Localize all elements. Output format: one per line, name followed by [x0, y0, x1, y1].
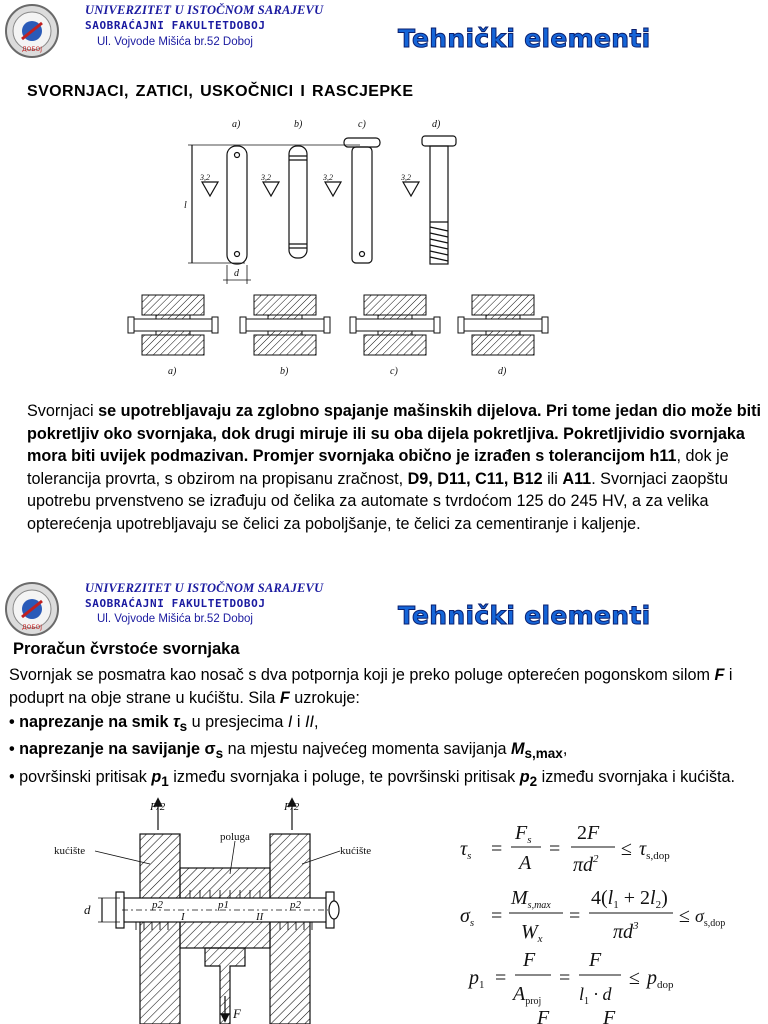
svg-text:a): a): [168, 366, 177, 377]
svg-text:σs: $\sigma_s$: [460, 905, 475, 929]
svg-text:d: d: [84, 902, 91, 917]
university-name: UNIVERZITET U ISTOČNOM SARAJEVU: [85, 3, 324, 17]
svg-text:≤: ≤: [621, 838, 632, 860]
svg-text:d: d: [234, 268, 239, 279]
svg-text:F: F: [523, 949, 536, 971]
svg-text:F: F: [589, 949, 602, 971]
svg-text:3,2: 3,2: [323, 173, 333, 182]
address: Ul. Vojvode Mišića br.52 Doboj: [97, 36, 253, 48]
svg-text:F: F: [233, 1006, 241, 1021]
svg-text:=: =: [559, 967, 571, 989]
address-2: Ul. Vojvode Mišića br.52 Doboj: [97, 613, 253, 625]
svg-text:kućište: kućište: [340, 845, 372, 857]
svg-text:Aproj: $A_{proj}$: [513, 983, 542, 1007]
svg-text:p2: p2: [290, 899, 301, 911]
faculty-name: SAOBRAĆAJNI FAKULTETDOBOJ: [85, 19, 266, 32]
svg-text:ДОБОЈ: ДОБОЈ: [21, 46, 43, 53]
svg-text:≤: ≤: [629, 967, 640, 989]
section2-title: Proračun čvrstoće svornjaka: [13, 640, 240, 658]
university-name-2: UNIVERZITET U ISTOČNOM SARAJEVU: [85, 581, 324, 595]
svg-text:p1: p1: [218, 899, 229, 911]
bullet-bending: • naprezanje na savijanje $\sigma_s$ na mjestu najvećeg momenta savijanja $M_{s,max}$,: [9, 740, 568, 762]
svg-text:c): c): [390, 366, 398, 377]
svg-text:p1: $p_1$: [469, 967, 485, 991]
svg-text:pdop: $p_{dop}$: [647, 967, 674, 991]
svg-text:d): d): [432, 119, 441, 130]
faculty-logo: [4, 3, 60, 59]
svg-text:τs: $\tau_s$: [460, 838, 472, 862]
svg-text:3,2: 3,2: [200, 173, 210, 182]
section2-text: [9, 664, 764, 793]
svg-text:II: II: [256, 911, 264, 923]
svg-text:b): b): [294, 119, 303, 130]
svg-text:kućište: kućište: [54, 845, 86, 857]
svg-text:πd2: $\pi d^2$: [573, 853, 599, 876]
svg-text:=: =: [495, 967, 507, 989]
faculty-logo-2: [4, 581, 60, 637]
pin-loading-diagram: [40, 796, 390, 1024]
svg-text:b): b): [280, 366, 289, 377]
section1-paragraph: Svornjaci se upotrebljavaju za zglobno spajanje mašinskih dijelova. Pri tome jedan dio može biti pokretljiv oko svornjaka, dok drugi miruje ili su oba dijela pokretljiva. Pokretljividio svornjaka mora biti uvijek podmazivan. Promjer svornjaka obično je izrađen s tolerancijom h11, dok je tolerancija provrta, s obzirom na propisanu zračnost, D9, D11, C11, B12 ili A11. Svornjaci zaopštu upotrebu prvenstveno se izrađuju od čelika za automate s tvrdoćom 125 do 245 HV, a za velika opterećenja upotrebljavaju se čelici za poboljšanje, te čelici za cementiranje i kaljenje.: [27, 402, 762, 533]
svg-text:p2: p2: [152, 899, 163, 911]
svg-text:≤: ≤: [679, 905, 690, 927]
bullet-shear: • naprezanje na smik $\tau_s$ u presjecima I i II,: [9, 712, 319, 734]
svg-text:=: =: [491, 838, 503, 860]
bullet-pressure: • površinski pritisak $p_1$ između svornjaka i poluge, te površinski pritisak $p_2$ između svornjaka i kućišta.: [9, 767, 736, 789]
svg-text:πd3: $\pi d^3$: [613, 920, 639, 943]
brand-title-2: Tehnički elementi: [398, 601, 651, 630]
svg-text:Fs: $F_s$: [515, 822, 532, 846]
svg-text:a): a): [232, 119, 241, 130]
section2-intro: Svornjak se posmatra kao nosač s dva potpornja koji je preko poluge opterećen pogonskom silom F i poduprt na obje strane u kućištu. Sila F uzrokuje:: [9, 666, 733, 708]
svg-text:Ms,max: $M_{s,max}$: [511, 887, 551, 911]
svg-text:F/2: F/2: [284, 801, 300, 813]
svg-text:F: F: [537, 1007, 550, 1024]
svg-text:=: =: [549, 838, 561, 860]
svg-text:2F: 2F: [577, 822, 600, 844]
svg-text:l1 · d: $l_1 \cdot d$: [579, 984, 612, 1007]
svg-text:4(l1 + 2l2): $4(l_1 + 2l_2)$: [591, 887, 668, 911]
svg-text:σs,dop: $\sigma_{s,dop}$: [695, 906, 726, 929]
svg-text:l: l: [184, 200, 187, 211]
svg-text:3,2: 3,2: [401, 173, 411, 182]
svg-text:3,2: 3,2: [261, 173, 271, 182]
svg-text:F/2: F/2: [150, 801, 166, 813]
svg-text:d): d): [498, 366, 507, 377]
svg-text:τs,dop: $\tau_{s,dop}$: [639, 838, 670, 862]
pin-types-drawing: [120, 112, 570, 382]
svg-text:ДОБОЈ: ДОБОЈ: [21, 624, 43, 631]
svg-text:poluga: poluga: [220, 831, 250, 843]
svg-text:c): c): [358, 119, 366, 130]
svg-text:F: F: [603, 1007, 616, 1024]
section1-title: SVORNJACI, ZATICI, USKOČNICI I RASCJEPKE: [27, 83, 414, 100]
svg-text:Wx: $W_x$: [521, 921, 543, 945]
svg-text:A: A: [519, 852, 532, 874]
svg-text:=: =: [491, 905, 503, 927]
strength-formulas: [455, 812, 755, 1024]
brand-title: Tehnički elementi: [398, 24, 651, 53]
svg-text:=: =: [569, 905, 581, 927]
svg-text:I: I: [181, 911, 185, 923]
faculty-name-2: SAOBRAĆAJNI FAKULTETDOBOJ: [85, 597, 266, 610]
